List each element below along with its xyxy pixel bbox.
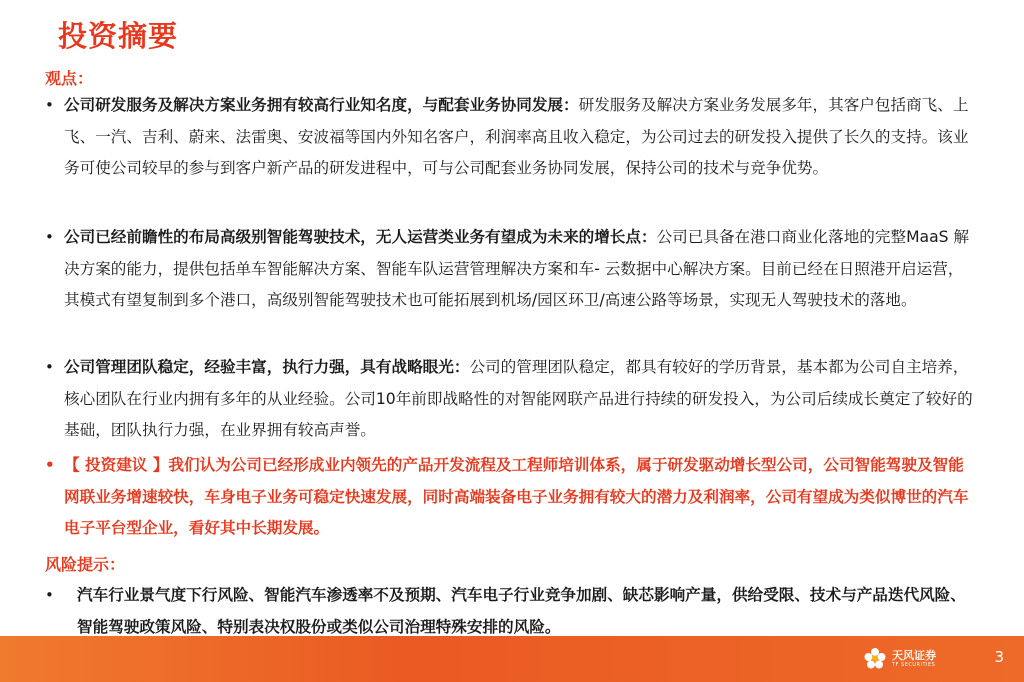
recommendation-text: 【 投资建议 】我们认为公司已经形成业内领先的产品开发流程及工程师培训体系，属于研发驱动增长型公司，公司智能驾驶及智能网联业务增速较快，车身电子业务可稳定快速发展，同时高端装备电子业务拥有较大的潜力及利润率，公司有望成为类似博世的汽车电子平台型企业，看好其中长期发展。	[64, 456, 969, 537]
bullet-dot: •	[45, 228, 54, 246]
bullet-item	[45, 222, 975, 317]
bullet-body: 公司已具备在港口商业化落地的完整MaaS 解决方案的能力，提供包括单车智能解决方案、智能车队运营管理解决方案和车- 云数据中心解决方案。目前已经在日照港开启运营，其模式有望复制到多个港口，高级别智能驾驶技术也可能拓展到机场/园区环卫/高速公路等场景，实现无人驾驶技术的落地。	[64, 228, 970, 309]
logo-name-cn: 天风证券	[892, 648, 936, 662]
bullet-item	[45, 90, 975, 185]
bullet-item	[45, 352, 975, 447]
flower-logo-icon	[862, 646, 888, 672]
footer-bar	[0, 636, 1024, 682]
bullet-body: 公司的管理团队稳定，都具有较好的学历背景，基本都为公司自主培养，核心团队在行业内拥有多年的从业经验。公司10年前即战略性的对智能网联产品进行持续的研发投入，为公司后续成长奠定了较好的基础，团队执行力强，在业界拥有较高声誉。	[64, 358, 973, 439]
bullet-heading: 公司研发服务及解决方案业务拥有较高行业知名度，与配套业务协同发展：	[64, 96, 579, 114]
company-logo	[862, 644, 936, 674]
page-title: 投资摘要	[58, 19, 179, 53]
risk-text: 汽车行业景气度下行风险、智能汽车渗透率不及预期、汽车电子行业竞争加剧、缺芯影响产量，供给受限、技术与产品迭代风险、智能驾驶政策风险、特别表决权股份或类似公司治理特殊安排的风险。	[77, 586, 966, 636]
logo-name-en: TF SECURITIES	[892, 661, 936, 668]
page-number: 3	[994, 648, 1004, 666]
bullet-body: 研发服务及解决方案业务发展多年，其客户包括商飞、上飞、一汽、吉利、蔚来、法雷奥、安波福等国内外知名客户，利润率高且收入稳定，为公司过去的研发投入提供了长久的支持。该业务可使公司较早的参与到客户新产品的研发进程中，可与公司配套业务协同发展，保持公司的技术与竞争优势。	[64, 96, 969, 177]
risk-label: 风险提示：	[45, 555, 126, 574]
bullet-dot: •	[45, 456, 55, 474]
bullet-heading: 公司管理团队稳定，经验丰富，执行力强，具有战略眼光：	[64, 358, 470, 376]
bullet-dot: •	[45, 96, 54, 114]
bullet-dot: •	[45, 358, 54, 376]
bullet-heading: 公司已经前瞻性的布局高级别智能驾驶技术，无人运营类业务有望成为未来的增长点：	[64, 228, 657, 246]
bullet-dot: •	[45, 586, 54, 604]
views-label: 观点：	[45, 69, 94, 88]
investment-recommendation	[45, 450, 975, 545]
risk-item	[45, 580, 975, 643]
